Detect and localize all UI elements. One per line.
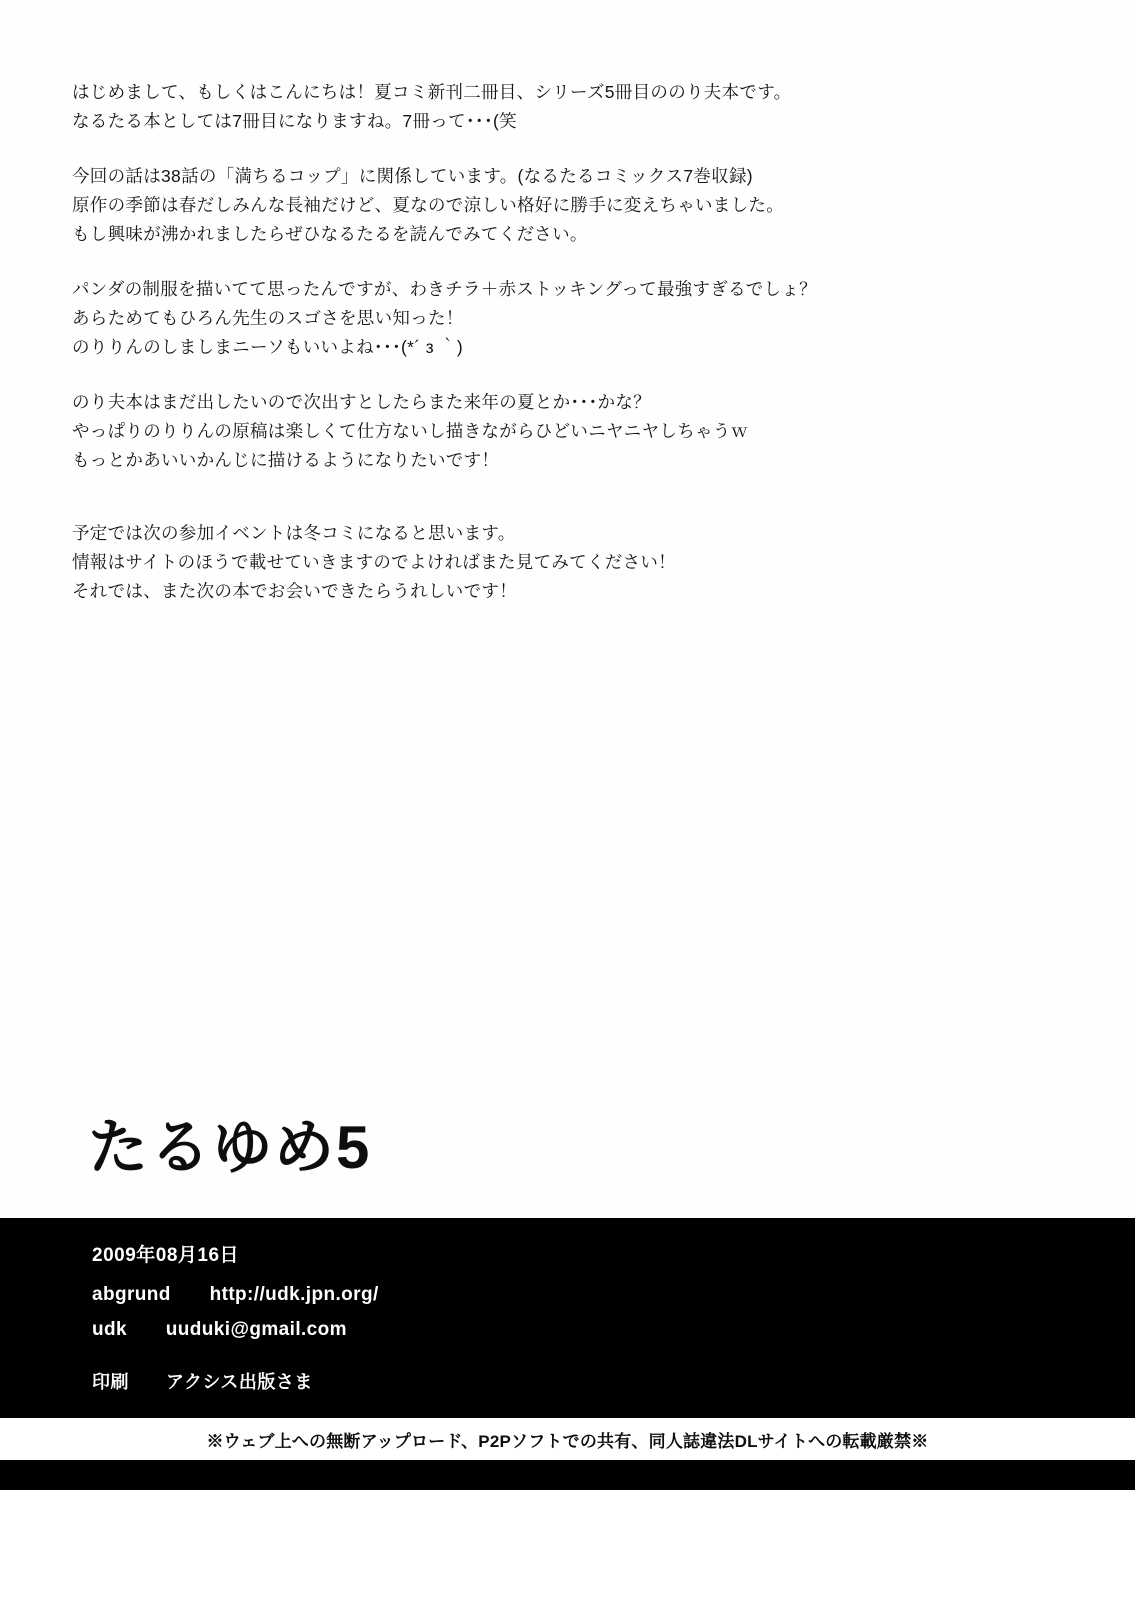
paragraph-spacer <box>72 501 1032 519</box>
afterword-paragraph <box>72 275 1032 362</box>
warning-text: ※ウェブ上への無断アップロード、P2Pソフトでの共有、同人誌違法DLサイトへの転載厳禁※ <box>206 1431 929 1451</box>
afterword-line: もし興味が沸かれましたらぜひなるたるを読んでみてください。 <box>72 224 588 244</box>
afterword-line: のりりんのしましまニーソもいいよね･･･(*´ з ｀) <box>72 337 463 357</box>
afterword-line: もっとかあいいかんじに描けるようになりたいです！ <box>72 450 500 470</box>
afterword-line: はじめまして、もしくはこんにちは！夏コミ新刊二冊目、シリーズ5冊目ののり夫本です。 <box>72 82 792 102</box>
afterword-paragraph <box>72 388 1032 475</box>
afterword-line: 原作の季節は春だしみんな長袖だけど、夏なので涼しい格好に勝手に変えちゃいました。 <box>72 195 784 215</box>
afterword-text-block <box>72 78 1032 606</box>
afterword-line: パンダの制服を描いてて思ったんですが、わきチラ＋赤ストッキングって最強すぎるでしょ？ <box>72 279 817 299</box>
circle-and-website: abgrund http://udk.jpn.org/ <box>92 1284 379 1305</box>
afterword-line: 予定では次の参加イベントは冬コミになると思います。 <box>72 523 516 543</box>
publication-date: 2009年08月16日 <box>92 1245 240 1266</box>
printer-info: 印刷 アクシス出版さま <box>92 1372 313 1392</box>
colophon-details <box>92 1240 379 1349</box>
colophon-block <box>0 1218 1135 1418</box>
afterword-paragraph <box>72 78 1032 136</box>
afterword-paragraph <box>72 519 1032 606</box>
afterword-line: 今回の話は38話の「満ちるコップ」に関係しています。(なるたるコミックス7巻収録) <box>72 166 753 186</box>
afterword-line: のり夫本はまだ出したいので次出すとしたらまた来年の夏とか･･･かな？ <box>72 392 651 412</box>
afterword-line: なるたる本としては7冊目になりますね。7冊って･･･(笑 <box>72 111 517 131</box>
author-and-email: udk uuduki@gmail.com <box>92 1319 347 1340</box>
bottom-black-band <box>0 1460 1135 1490</box>
afterword-line: やっぱりのりりんの原稿は楽しくて仕方ないし描きながらひどいニヤニヤしちゃうｗ <box>72 421 749 441</box>
afterword-paragraph <box>72 162 1032 249</box>
afterword-line: あらためてもひろん先生のスゴさを思い知った！ <box>72 308 464 328</box>
afterword-line: 情報はサイトのほうで載せていきますのでよければまた見てみてください！ <box>72 552 676 572</box>
book-title: たるゆめ5 <box>88 1114 372 1181</box>
page-bottom-margin <box>0 1490 1135 1600</box>
warning-strip <box>0 1418 1135 1460</box>
afterword-line: それでは、また次の本でお会いできたらうれしいです！ <box>72 581 517 601</box>
